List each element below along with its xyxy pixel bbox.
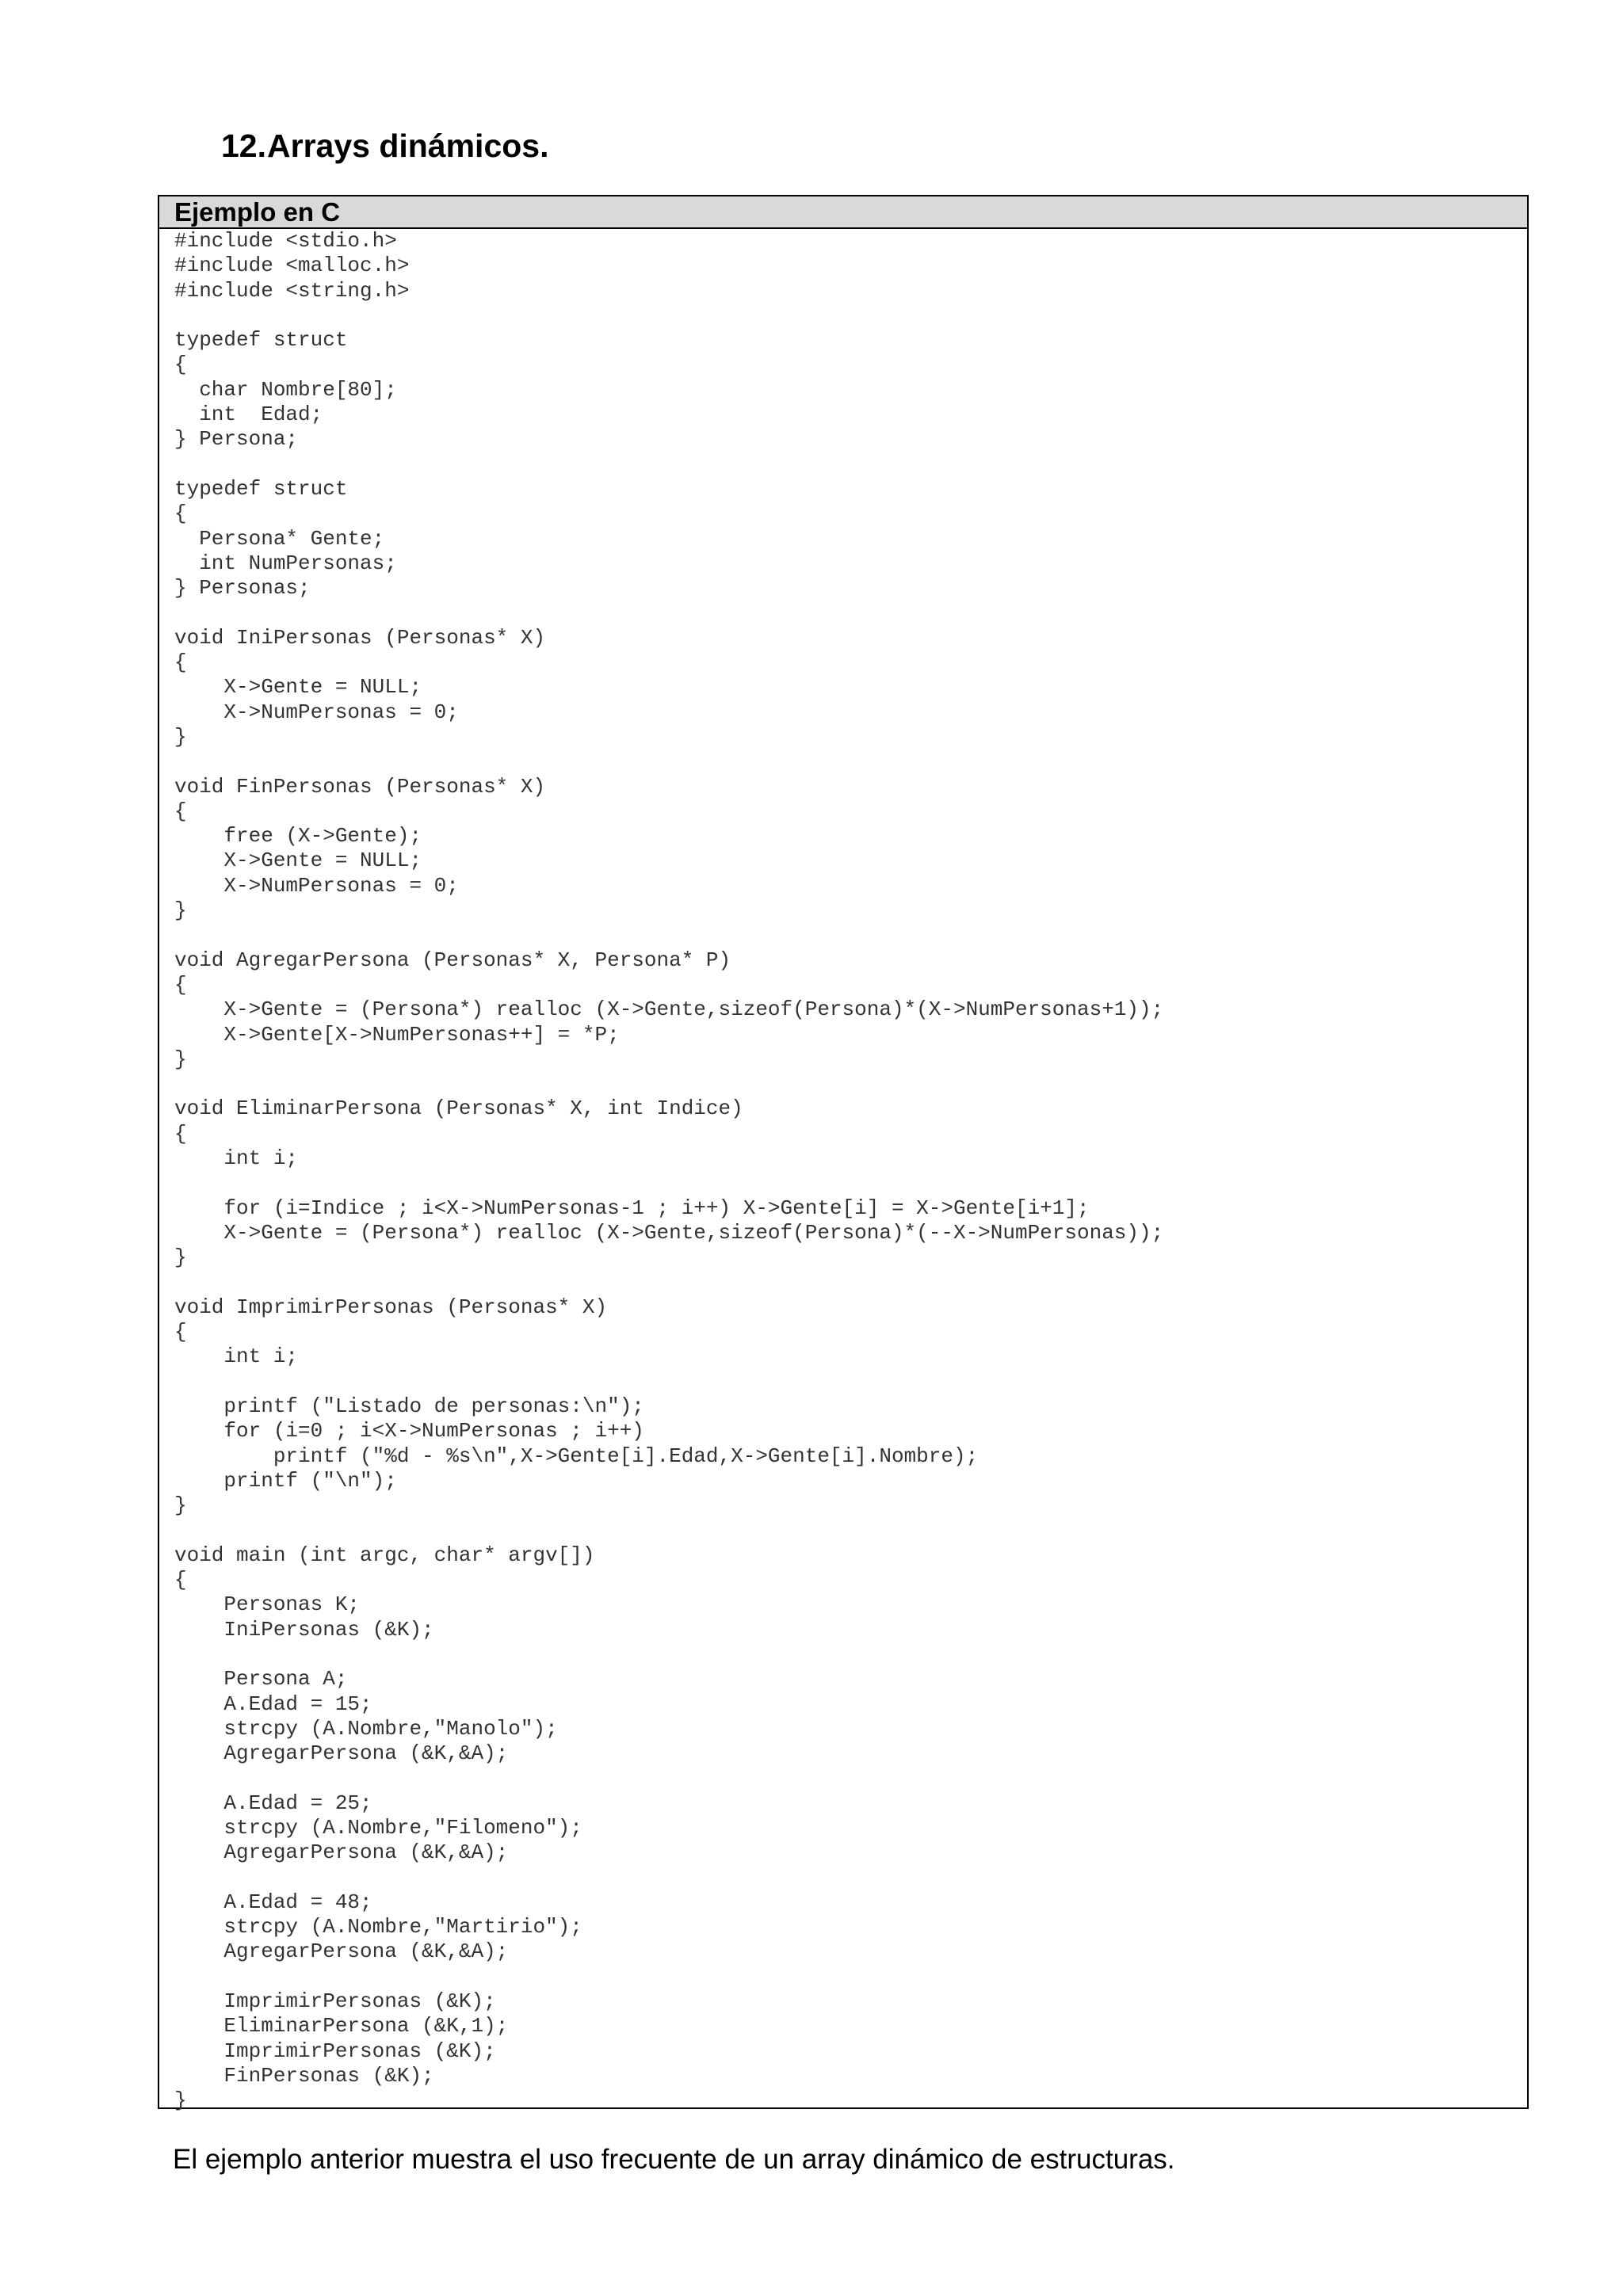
- section-number: 12.: [221, 128, 266, 164]
- code-line: }: [174, 1493, 187, 1518]
- code-line: X->NumPersonas = 0;: [174, 873, 459, 898]
- code-line: strcpy (A.Nombre,"Martirio");: [174, 1915, 582, 1939]
- code-line: A.Edad = 48;: [174, 1890, 372, 1914]
- code-line: [174, 1965, 1527, 1989]
- code-line: [174, 1171, 1527, 1196]
- code-line: for (i=Indice ; i<X->NumPersonas-1 ; i++) X->Gente[i] = X->Gente[i+1];: [174, 1196, 1090, 1220]
- code-line: ImprimirPersonas (&K);: [174, 1989, 496, 2014]
- code-line: Persona* Gente;: [174, 526, 385, 551]
- code-line: void main (int argc, char* argv[]): [174, 1543, 595, 1567]
- code-line: printf ("%d - %s\n",X->Gente[i].Edad,X->Gente[i].Nombre);: [174, 1444, 979, 1468]
- code-line: }: [174, 1245, 187, 1270]
- code-line: void ImprimirPersonas (Personas* X): [174, 1295, 608, 1319]
- code-line: }: [174, 1047, 187, 1071]
- code-line: void IniPersonas (Personas* X): [174, 625, 546, 650]
- code-line: X->Gente = NULL;: [174, 675, 422, 700]
- code-line: [174, 1766, 1527, 1791]
- code-line: X->Gente = (Persona*) realloc (X->Gente,sizeof(Persona)*(--X->NumPersonas));: [174, 1220, 1164, 1245]
- code-line: {: [174, 1121, 187, 1146]
- code-line: void FinPersonas (Personas* X): [174, 774, 546, 799]
- code-line: #include <string.h>: [174, 278, 410, 303]
- caption-paragraph: El ejemplo anterior muestra el uso frecuente de un array dinámico de estructuras.: [173, 2144, 1175, 2175]
- code-line: }: [174, 898, 187, 923]
- code-line: AgregarPersona (&K,&A);: [174, 1840, 509, 1865]
- code-line: [174, 1866, 1527, 1890]
- code-line: {: [174, 972, 187, 997]
- code-line: AgregarPersona (&K,&A);: [174, 1741, 509, 1766]
- code-line: int i;: [174, 1146, 299, 1170]
- code-line: A.Edad = 25;: [174, 1791, 372, 1815]
- code-line: {: [174, 1568, 187, 1592]
- code-line: typedef struct: [174, 476, 348, 501]
- code-line: } Personas;: [174, 576, 311, 601]
- code-line: [174, 1642, 1527, 1667]
- code-line: printf ("\n");: [174, 1468, 397, 1493]
- code-line: {: [174, 799, 187, 823]
- code-line: strcpy (A.Nombre,"Filomeno");: [174, 1816, 582, 1840]
- code-line: {: [174, 1320, 187, 1344]
- code-line: AgregarPersona (&K,&A);: [174, 1939, 509, 1964]
- code-line: {: [174, 353, 187, 377]
- code-line: void AgregarPersona (Personas* X, Persona* P): [174, 948, 731, 972]
- code-line: [174, 1370, 1527, 1394]
- code-line: [174, 1072, 1527, 1097]
- code-line: [174, 749, 1527, 774]
- code-line: #include <stdio.h>: [174, 229, 397, 253]
- code-line: Persona A;: [174, 1667, 348, 1691]
- code-line: X->Gente = (Persona*) realloc (X->Gente,sizeof(Persona)*(X->NumPersonas+1));: [174, 997, 1164, 1022]
- code-example-box: [158, 195, 1529, 2113]
- code-line: int NumPersonas;: [174, 551, 397, 575]
- code-line: A.Edad = 15;: [174, 1691, 372, 1716]
- code-line: typedef struct: [174, 328, 348, 353]
- code-line: X->Gente = NULL;: [174, 849, 422, 873]
- code-line: {: [174, 650, 187, 675]
- code-line: ImprimirPersonas (&K);: [174, 2039, 496, 2063]
- code-line: void EliminarPersona (Personas* X, int Indice): [174, 1097, 743, 1121]
- section-title: Arrays dinámicos.: [267, 128, 549, 164]
- code-line: } Persona;: [174, 427, 299, 452]
- code-line: #include <malloc.h>: [174, 254, 410, 278]
- code-line: [174, 601, 1527, 625]
- code-line: X->NumPersonas = 0;: [174, 700, 459, 724]
- example-title: Ejemplo en C: [159, 196, 1527, 229]
- code-line: [174, 923, 1527, 948]
- code-line: [174, 452, 1527, 477]
- code-line: IniPersonas (&K);: [174, 1617, 434, 1642]
- code-line: X->Gente[X->NumPersonas++] = *P;: [174, 1022, 620, 1047]
- code-line: [174, 1270, 1527, 1295]
- code-line: for (i=0 ; i<X->NumPersonas ; i++): [174, 1419, 644, 1444]
- code-line: [174, 303, 1527, 328]
- code-block: [159, 229, 1527, 2114]
- code-line: EliminarPersona (&K,1);: [174, 2014, 509, 2039]
- code-line: printf ("Listado de personas:\n");: [174, 1394, 644, 1418]
- code-line: }: [174, 2088, 187, 2113]
- code-line: int i;: [174, 1344, 299, 1369]
- code-line: [174, 1518, 1527, 1543]
- code-line: Personas K;: [174, 1592, 361, 1617]
- code-line: }: [174, 724, 187, 749]
- code-line: strcpy (A.Nombre,"Manolo");: [174, 1716, 558, 1741]
- code-line: char Nombre[80];: [174, 377, 397, 402]
- section-heading: [221, 124, 549, 168]
- code-line: free (X->Gente);: [174, 824, 422, 849]
- code-line: int Edad;: [174, 402, 323, 427]
- code-line: FinPersonas (&K);: [174, 2063, 434, 2088]
- code-line: {: [174, 502, 187, 526]
